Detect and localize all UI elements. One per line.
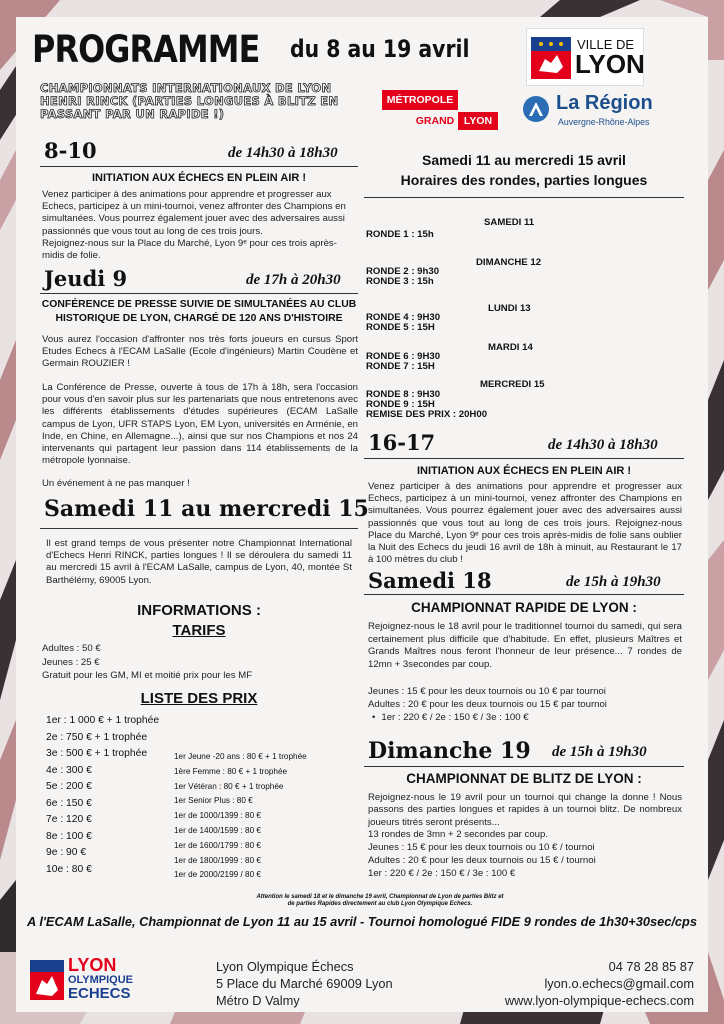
club-name: Lyon Olympique Échecs	[216, 959, 354, 974]
club-website[interactable]: www.lyon-olympique-echecs.com	[504, 993, 694, 1008]
metropole-label: MÉTROPOLE	[382, 90, 458, 110]
club-email[interactable]: lyon.o.echecs@gmail.com	[544, 976, 694, 991]
category-prize-item: 1er Jeune -20 ans : 80 € + 1 trophée	[174, 752, 307, 761]
heading-rapide: CHAMPIONNAT RAPIDE DE LYON :	[411, 600, 637, 615]
fide-banner: A l'ECAM LaSalle, Championnat de Lyon 11 au 15 avril - Tournoi homologué FIDE 9 rondes de 1h30+30sec/cps	[27, 914, 697, 929]
prizes-blitz: 1er : 220 € / 2e : 150 € / 3e : 100 €	[368, 868, 516, 879]
text-initiation-2: Venez participer à des animations pour apprendre et progresser aux Echecs, participez à un mini-tournoi, venez affronter des Champions en simultanées. Vous pourrez également jouer avec des adversaires aussi passionnés que vous tout au long de ces trois jours. Rejoignez-nous Place du Marché, Lyon 9ᵉ pour ces trois après-midis de folie sans oublier la Nuit des Echecs du jeudi 16 avril de 18h à minuit, au Restaurant le 17 à 100 mètres du club !	[368, 481, 682, 566]
prizes-rapide-text: 1er : 220 € / 2e : 150 € / 3e : 100 €	[381, 712, 529, 723]
date-samedi-11-mercredi-15: Samedi 11 au mercredi 15	[44, 496, 369, 522]
prices-blitz-adultes: Adultes : 20 € pour les deux tournois ou 15 € / tournoi	[368, 855, 596, 866]
ville-de-label: VILLE DE	[577, 37, 635, 52]
heading-blitz: CHAMPIONNAT DE BLITZ DE LYON :	[406, 771, 642, 786]
text-blitz: Rejoignez-nous le 19 avril pour un tournoi qui change la donne ! Nous passons des parties longues et rapides à un tournoi blitz. De nombreux joueurs titrés seront présents...	[368, 792, 682, 828]
time-samedi-18: de 15h à 19h30	[566, 574, 661, 590]
category-prize-item: 1er de 2000/2199 / 80 €	[174, 870, 261, 880]
text-conference-3: Un événement à ne pas manquer !	[42, 478, 190, 489]
club-links	[446, 958, 694, 1009]
prize-item: 7e : 120 €	[46, 814, 92, 825]
category-prize-item: 1er de 1800/1999 : 80 €	[174, 855, 261, 865]
rounds-title-line1: Samedi 11 au mercredi 15 avril	[422, 152, 626, 168]
club-logo	[30, 956, 146, 1006]
club-logo-line2: OLYMPIQUE	[68, 974, 133, 986]
region-emblem-icon	[522, 94, 550, 124]
day-lundi-13: LUNDI 13	[488, 303, 531, 314]
grand-label: GRAND	[415, 115, 455, 127]
club-metro: Métro D Valmy	[216, 993, 300, 1008]
prize-item: 4e : 300 €	[46, 764, 92, 776]
tarif-jeunes: Jeunes : 25 €	[42, 656, 100, 668]
championship-title: CHAMPIONNATS INTERNATIONAUX DE LYON HENRI RINCK (PARTIES LONGUES À BLITZ EN PASSANT PAR UN RAPIDE !)	[40, 81, 339, 121]
date-8-10: 8-10	[44, 138, 97, 163]
heading-conference: CONFÉRENCE DE PRESSE SUIVIE DE SIMULTANÉES AU CLUB HISTORIQUE DE LYON, CHARGÉ DE 120 ANS D'HISTOIRE	[41, 299, 357, 324]
round-item: RONDE 4 : 9H30	[366, 312, 441, 323]
day-samedi-11: SAMEDI 11	[484, 217, 535, 228]
time-8-10: de 14h30 à 18h30	[228, 145, 338, 161]
metropole-logo	[382, 90, 500, 132]
day-dimanche-12: DIMANCHE 12	[476, 257, 542, 268]
round-item: RONDE 9 : 15H	[366, 399, 435, 410]
tarifs-list	[42, 642, 358, 683]
round-item: RONDE 7 : 15H	[366, 361, 435, 372]
day-mercredi-15: MERCREDI 15	[480, 379, 545, 390]
prize-item: 2e : 750 € + 1 trophée	[46, 731, 148, 743]
category-prize-item: 1er Senior Plus : 80 €	[174, 796, 253, 806]
category-prize-item: 1er de 1400/1599 : 80 €	[174, 825, 261, 835]
category-prize-item: 1er Vétéran : 80 € + 1 trophée	[174, 781, 284, 791]
time-16-17: de 14h30 à 18h30	[548, 437, 658, 453]
club-phone[interactable]: 04 78 28 85 87	[608, 959, 694, 974]
category-prize-item: 1er de 1600/1799 : 80 €	[174, 840, 261, 850]
club-logo-line3: ECHECS	[68, 985, 131, 1002]
prize-item: 5e : 200 €	[46, 781, 92, 792]
date-jeudi-9: Jeudi 9	[44, 266, 128, 291]
prizes-rapide	[372, 712, 682, 725]
lyon-label: LYON	[575, 49, 645, 79]
text-initiation-1: Venez participer à des animations pour apprendre et progresser aux Echecs, participez à un mini-tournoi, venez affronter des Champions en simultanées. Vous pourrez également jouer avec des adversaires aussi passionnés que vous tout au long de ces trois jours.	[42, 189, 346, 237]
grand-lyon-label: LYON	[458, 112, 498, 130]
round-item: RONDE 8 : 9H30	[366, 389, 441, 400]
prizes-title: LISTE DES PRIX	[140, 690, 258, 707]
date-samedi-18: Samedi 18	[368, 568, 492, 593]
region-label: La Région	[556, 92, 653, 114]
divider	[364, 458, 684, 459]
club-lion-icon	[30, 960, 64, 1000]
rounds-blitz: 13 rondes de 3mn + 2 secondes par coup.	[368, 829, 549, 840]
round-item: RONDE 1 : 15h	[366, 229, 434, 240]
date-16-17: 16-17	[368, 430, 436, 455]
time-dimanche-19: de 15h à 19h30	[552, 744, 647, 760]
region-sub-label: Auvergne-Rhône-Alpes	[558, 117, 650, 127]
info-title: INFORMATIONS :	[137, 602, 261, 619]
time-jeudi-9: de 17h à 20h30	[246, 272, 341, 288]
divider	[364, 594, 684, 595]
divider	[40, 528, 358, 529]
bullet-icon: •	[372, 712, 376, 723]
round-item: RONDE 6 : 9H30	[366, 351, 441, 362]
round-item: RONDE 3 : 15h	[366, 276, 434, 287]
text-championnat: Il est grand temps de vous présenter notre Championnat International d'Echecs Henri RINCK, parties longues ! Il se déroulera du samedi 11 au mercredi 15 avril à l'ECAM LaSalle, campus de Lyon, 40, montée St Barthélémy, 69005 Lyon.	[46, 538, 352, 586]
prices-blitz-jeunes: Jeunes : 15 € pour les deux tournois ou 10 € / tournoi	[368, 842, 595, 853]
page-title: PROGRAMME	[32, 28, 260, 71]
divider	[364, 766, 684, 767]
ville-de-lyon-logo	[526, 28, 644, 86]
category-prize-item: 1ère Femme : 80 € + 1 trophée	[174, 766, 288, 776]
small-note-line1: Attention le samedi 18 et le dimanche 19 avril, Championnat de Lyon de parties Blitz et	[256, 894, 504, 900]
category-prize-list	[174, 750, 358, 883]
round-item: RONDE 5 : 15H	[366, 322, 435, 333]
region-logo	[520, 92, 670, 132]
prize-item: 9e : 90 €	[46, 847, 87, 858]
tarifs-title: TARIFS	[172, 622, 226, 639]
prize-item: 10e : 80 €	[46, 863, 92, 875]
day-mardi-14: MARDI 14	[488, 342, 533, 353]
text-conference-2: La Conférence de Presse, ouverte à tous de 17h à 18h, sera l'occasion pour vous d'en savoir plus sur les partenariats que nous entretenons avec les différents établissements d'études supérieures (ECAM LaSalle campus de Lyon, UFR STAPS Lyon, EM Lyon, universités en Arménie, en Inde, en Chine, en Allemagne...), ainsi que sur nos Champions et nos 24 intervenants qui partagent leur passion dans 114 établissements de la métropole lyonnaise.	[42, 382, 358, 467]
round-item: RONDE 2 : 9h30	[366, 266, 440, 277]
rounds-title	[364, 150, 684, 190]
prize-item: 8e : 100 €	[46, 830, 92, 842]
club-contact	[216, 958, 393, 1009]
rounds-title-line2: Horaires des rondes, parties longues	[400, 172, 648, 188]
small-note-line2: de parties Rapides directement au club Lyon Olympique Echecs.	[287, 901, 473, 907]
club-logo-line1: LYON	[68, 955, 117, 975]
small-note	[200, 894, 560, 908]
text-rapide: Rejoignez-nous le 18 avril pour le traditionnel tournoi du samedi, qui sera certainement plus difficile que d'habitude. En effet, plusieurs Maîtres et Grands Maîtres nous feront l'honneur de leur présence... 7 rondes de 12mn + 3secondes par coup.	[368, 621, 682, 670]
tarif-adultes: Adultes : 50 €	[42, 643, 101, 654]
heading-initiation-1: INITIATION AUX ÉCHECS EN PLEIN AIR !	[91, 172, 307, 184]
club-address: 5 Place du Marché 69009 Lyon	[216, 976, 393, 991]
divider	[40, 293, 358, 294]
prices-rapide-adultes: Adultes : 20 € pour les deux tournois ou 15 € par tournoi	[368, 699, 607, 710]
text-conference-1: Vous aurez l'occasion d'affronter nos très forts joueurs en cursus Sport Etudes Echecs à l'ECAM LaSalle (Ecole d'ingénieurs) Martin Coudène et Germain ROUZIER !	[42, 334, 358, 370]
text-initiation-1b: Rejoignez-nous sur la Place du Marché, Lyon 9ᵉ pour ces trois après-midis de folie.	[42, 238, 337, 262]
page-subtitle: du 8 au 19 avril	[290, 35, 470, 63]
prize-item: 3e : 500 € + 1 trophée	[46, 748, 148, 759]
prize-item: 6e : 150 €	[46, 797, 92, 809]
divider	[364, 197, 684, 198]
heading-initiation-2: INITIATION AUX ÉCHECS EN PLEIN AIR !	[416, 465, 632, 477]
footer	[16, 952, 708, 1012]
tarif-gratuit: Gratuit pour les GM, MI et moitié prix pour les MF	[42, 670, 253, 682]
divider	[40, 166, 358, 167]
prize-list	[46, 713, 176, 878]
prices-rapide-jeunes: Jeunes : 15 € pour les deux tournois ou 10 € par tournoi	[368, 686, 606, 697]
lyon-lion-icon	[531, 37, 571, 79]
category-prize-item: 1er de 1000/1399 : 80 €	[174, 811, 261, 821]
date-dimanche-19: Dimanche 19	[368, 738, 531, 764]
round-item: REMISE DES PRIX : 20H00	[366, 409, 488, 420]
prize-item: 1er : 1 000 € + 1 trophée	[46, 715, 160, 726]
